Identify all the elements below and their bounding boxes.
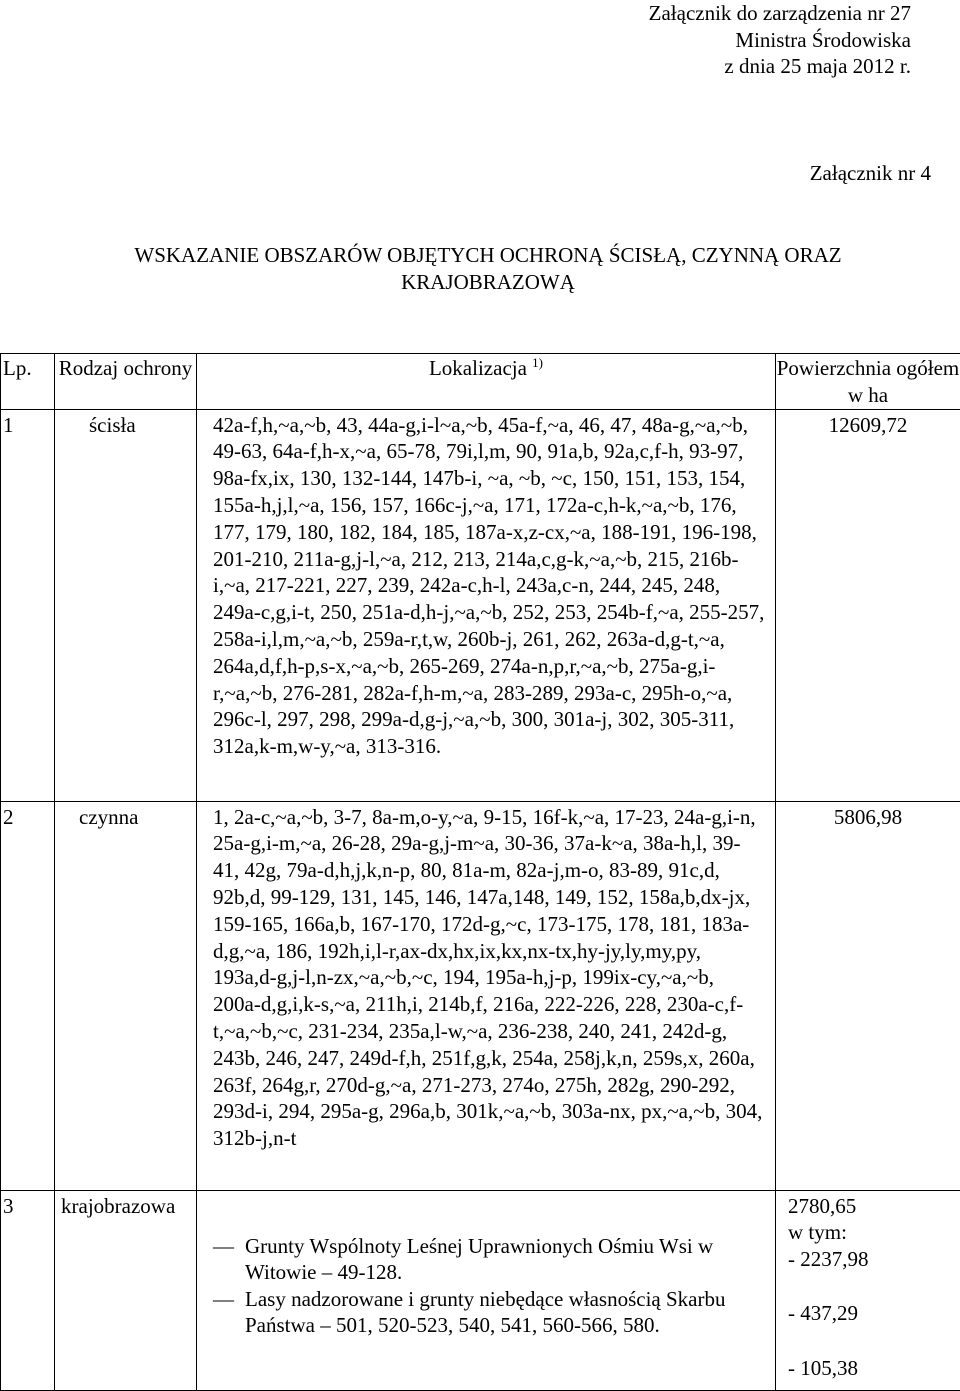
table-row — [1, 409, 960, 801]
list-item — [213, 1233, 765, 1286]
row-area-part-1: - 2237,98 — [788, 1246, 960, 1273]
row-location — [197, 1190, 776, 1390]
document-title: WSKAZANIE OBSZARÓW OBJĘTYCH OCHRONĄ ŚCISŁĄ, CZYNNĄ ORAZ KRAJOBRAZOWĄ — [58, 242, 918, 296]
table-header-row — [1, 354, 960, 410]
dash-bullet: — — [213, 1286, 237, 1313]
row-location: 1, 2a-c,~a,~b, 3-7, 8a-m,o-y,~a, 9-15, 16f-k,~a, 17-23, 24a-g,i-n, 25a-g,i-m,~a, 26-28, 29a-g,j-m~a, 30-36, 37a-k~a, 38a-h,l, 39-41, 42g, 79a-d,h,j,k,n-p, 80, 81a-m, 82a-j,m-o, 83-89, 91c,d, 92b,d, 99-129, 131, 145, 146, 147a,148, 149, 152, 158a,b,dx-jx, 159-165, 166a,b, 167-170, 172d-g,~c, 173-175, 178, 181, 183a-d,g,~a, 186, 192h,i,l-r,ax-dx,hx,ix,kx,nx-tx,hy-jy,ly,my,py, 193a,d-g,j-l,n-zx,~a,~b,~c, 194, 195a-h,j-p, 199ix-cy,~a,~b, 200a-d,g,i,k-s,~a, 211h,i, 214b,f, 216a, 222-226, 228, 230a-c,f-t,~a,~b,~c, 231-234, 235a,l-w,~a, 236-238, 240, 241, 242d-g, 243b, 246, 247, 249d-f,h, 251f,g,k, 254a, 258j,k,n, 259s,x, 260a, 263f, 264g,r, 270d-g,~a, 271-273, 274o, 275h, 282g, 290-292, 293d-i, 294, 295a-g, 296a,b, 301k,~a,~b, 303a-nx, px,~a,~b, 304, 312b-j,n-t — [197, 801, 776, 1190]
row-area-part-3: - 105,38 — [788, 1355, 960, 1382]
row-type — [55, 801, 197, 1190]
header-line-2: Ministra Środowiska — [649, 27, 911, 54]
annex-number: Załącznik nr 4 — [810, 160, 931, 187]
header-line-1: Załącznik do zarządzenia nr 27 — [649, 0, 911, 27]
protection-areas-table — [0, 353, 960, 1391]
list-item-text: Lasy nadzorowane i grunty niebędące własnością Skarbu Państwa – 501, 520-523, 540, 541, 560-566, 580. — [245, 1287, 726, 1338]
row-area-part-2: - 437,29 — [788, 1300, 960, 1327]
header-location-text: Lokalizacja — [429, 356, 527, 380]
list-item — [213, 1286, 765, 1339]
row-type-text: ścisła — [55, 413, 136, 437]
row-lp: 2 — [1, 801, 55, 1190]
header-area-text: Powierzchnia ogółem w ha — [777, 356, 960, 407]
row-lp: 1 — [1, 409, 55, 801]
table-row — [1, 801, 960, 1190]
header-type-text: Rodzaj ochrony — [59, 356, 193, 380]
header-location-footnote: 1) — [532, 355, 543, 370]
row-area-note: w tym: — [788, 1219, 960, 1246]
row-type-text: czynna — [55, 805, 138, 829]
table-row — [1, 1190, 960, 1390]
header-location — [197, 354, 776, 410]
header-type — [55, 354, 197, 410]
row-area-total: 2780,65 — [788, 1193, 960, 1220]
row-type — [55, 409, 197, 801]
header-area — [776, 354, 960, 410]
row-area: 12609,72 — [776, 409, 960, 801]
row-area: 5806,98 — [776, 801, 960, 1190]
list-item-text: Grunty Wspólnoty Leśnej Uprawnionych Ośmiu Wsi w Witowie – 49-128. — [245, 1234, 713, 1285]
header-lp: Lp. — [1, 354, 55, 410]
row-location: 42a-f,h,~a,~b, 43, 44a-g,i-l~a,~b, 45a-f,~a, 46, 47, 48a-g,~a,~b, 49-63, 64a-f,h-x,~a, 65-78, 79i,l,m, 90, 91a,b, 92a,c,f-h, 93-97, 98a-fx,ix, 130, 132-144, 147b-i, ~a, ~b, ~c, 150, 151, 153, 154, 155a-h,j,l,~a, 156, 157, 166c-j,~a, 171, 172a-c,h-k,~a,~b, 176, 177, 179, 180, 182, 184, 185, 187a-x,z-cx,~a, 188-191, 196-198, 201-210, 211a-g,j-l,~a, 212, 213, 214a,c,g-k,~a,~b, 215, 216b-i,~a, 217-221, 227, 239, 242a-c,h-l, 243a,c-n, 244, 245, 248, 249a-c,g,i-t, 250, 251a-d,h-j,~a,~b, 252, 253, 254b-f,~a, 255-257, 258a-i,l,m,~a,~b, 259a-r,t,w, 260b-j, 261, 262, 263a-d,g-t,~a, 264a,d,f,h-p,s-x,~a,~b, 265-269, 274a-n,p,r,~a,~b, 275a-g,i-r,~a,~b, 276-281, 282a-f,h-m,~a, 283-289, 293a-c, 295h-o,~a, 296c-l, 297, 298, 299a-d,g-j,~a,~b, 300, 301a-j, 302, 305-311, 312a,k-m,w-y,~a, 313-316. — [197, 409, 776, 801]
row-lp: 3 — [1, 1190, 55, 1390]
row-type: krajobrazowa — [55, 1190, 197, 1390]
attachment-header — [649, 0, 911, 80]
dash-bullet: — — [213, 1233, 237, 1260]
row-area — [776, 1190, 960, 1390]
header-line-3: z dnia 25 maja 2012 r. — [649, 53, 911, 80]
landscape-items-list — [213, 1233, 765, 1339]
